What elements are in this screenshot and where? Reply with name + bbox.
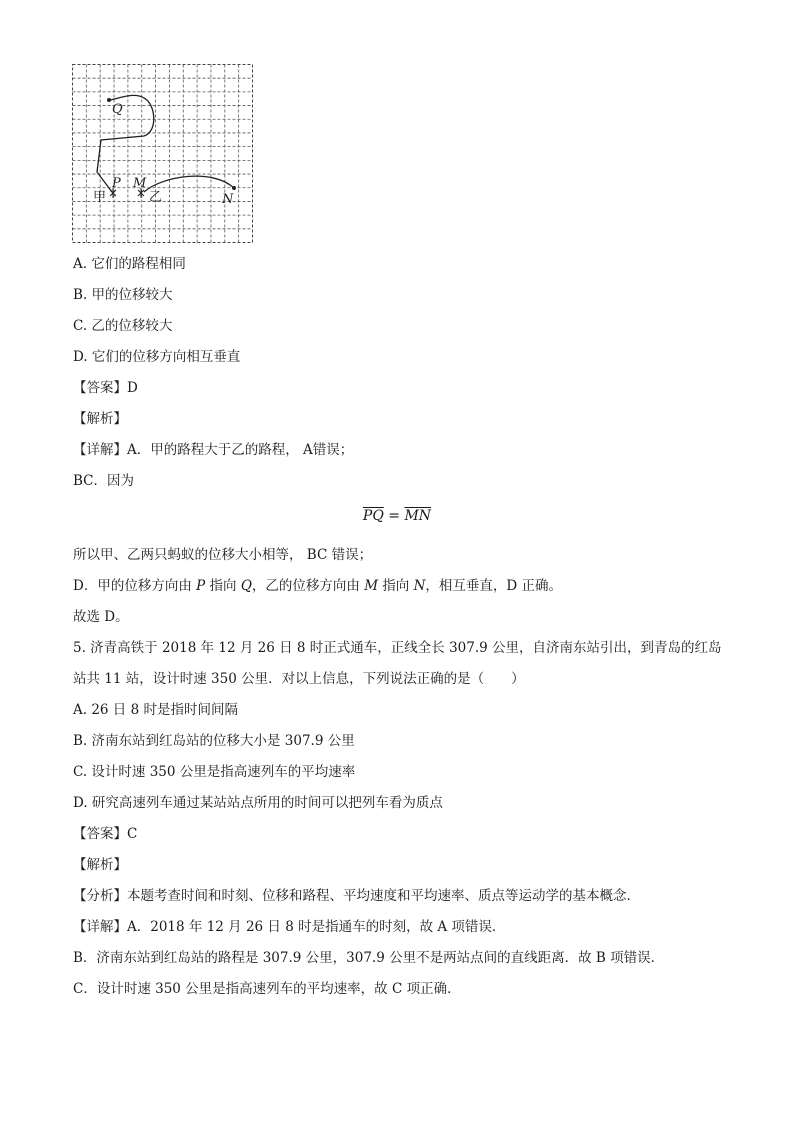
q4-option-a: A. 它们的路程相同 [73,256,186,272]
formula-mn: $\overline{MN}$ [404,508,432,524]
q5-detail-c: C．设计时速 350 公里是指高速列车的平均速率，故 C 项正确． [73,981,461,997]
q4-choose: 故选 D。 [73,609,129,625]
formula-eq: = [383,508,405,524]
q4-detail-bc: BC．因为 [73,473,135,489]
q4-answer: 【答案】D [73,380,138,396]
q5-option-b: B. 济南东站到红岛站的位移大小是 307.9 公里 [73,733,355,749]
q4-detail-d: D．甲的位移方向由 P 指向 Q，乙的位移方向由 M 指向 N，相互垂直，D 正确。 [73,578,563,594]
label-q: Q [112,102,123,117]
q5-detail-b: B．济南东站到红岛站的路程是 307.9 公里，307.9 公里不是两站点间的直线距离．故 B 项错误． [73,950,665,966]
formula-pq: $\overline{PQ}$ [362,508,384,524]
q4-option-c: C. 乙的位移较大 [73,318,173,334]
q4-option-b: B. 甲的位移较大 [73,287,173,303]
label-m: M [133,176,147,191]
q5-fenxi: 【分析】本题考查时间和时刻、位移和路程、平均速度和平均速率、质点等运动学的基本概念． [73,888,640,904]
q4-detail-a: 【详解】A．甲的路程大于乙的路程， A错误； [73,442,354,458]
q4-analysis-heading: 【解析】 [73,411,127,427]
q5-option-d: D. 研究高速列车通过某站站点所用的时间可以把列车看为质点 [73,795,443,811]
label-n: N [222,192,234,207]
q5-detail-a: 【详解】A．2018 年 12 月 26 日 8 时是指通车的时刻，故 A 项错误． [73,919,506,935]
q4-formula [0,508,794,524]
q5-stem-2: 站共 11 站，设计时速 350 公里．对以上信息，下列说法正确的是（ ） [73,671,525,687]
q4-result: 所以甲、乙两只蚂蚁的位移大小相等， BC 错误； [73,547,373,563]
q5-stem-1: 5. 济青高铁于 2018 年 12 月 26 日 8 时正式通车，正线全长 307.9 公里，自济南东站引出，到青岛的红岛 [73,640,722,656]
q5-option-a: A. 26 日 8 时是指时间间隔 [73,702,238,718]
q5-answer: 【答案】C [73,826,138,842]
q5-option-c: C. 设计时速 350 公里是指高速列车的平均速率 [73,764,356,780]
point-q [107,98,111,102]
q5-analysis-heading: 【解析】 [73,857,127,873]
label-yi: 乙 [149,190,163,205]
label-p: P [112,176,121,191]
point-n [232,186,236,190]
ant-path-grid-figure [72,64,254,244]
label-jia: 甲 [93,190,107,205]
q4-option-d: D. 它们的位移方向相互垂直 [73,349,241,365]
